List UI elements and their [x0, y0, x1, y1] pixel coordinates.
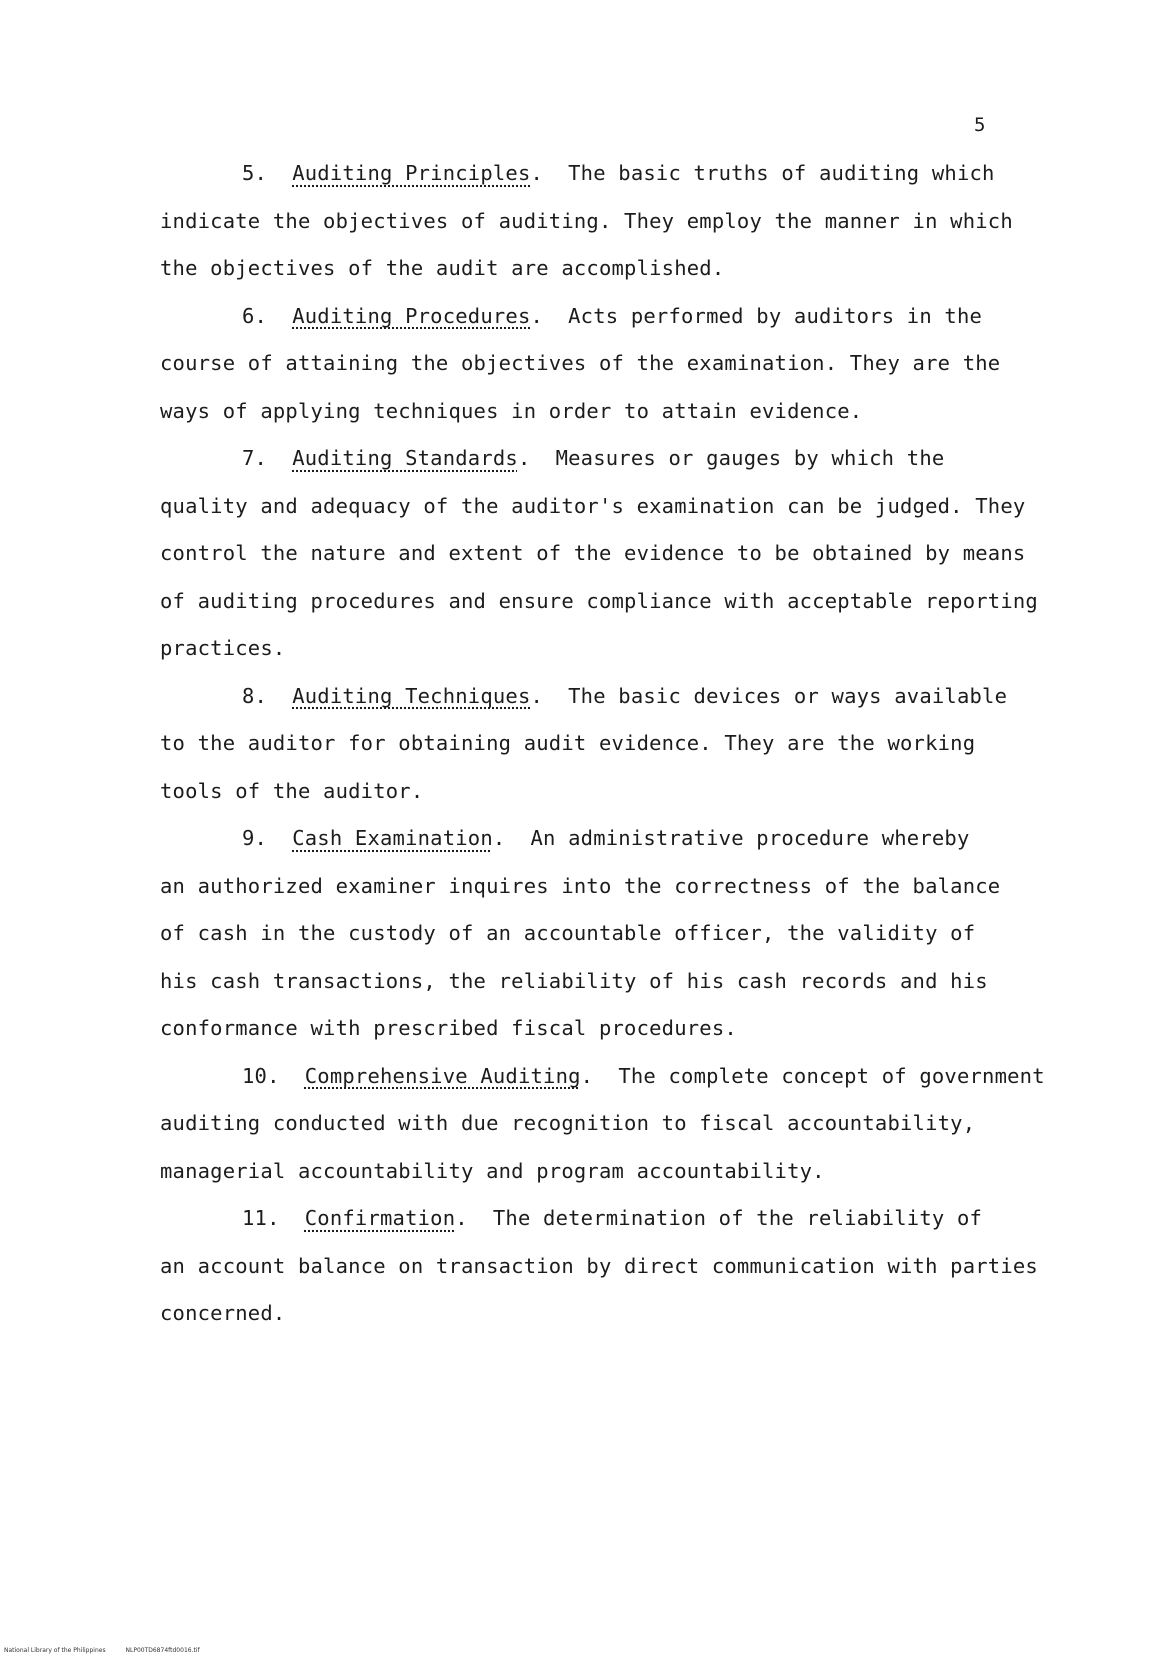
- entry-line: course of attaining the objectives of the examination. They are the: [160, 351, 1001, 375]
- entry-text: An administrative procedure whereby: [530, 826, 970, 850]
- definition-entry: [160, 1195, 1038, 1338]
- entry-number: 10.: [242, 1063, 280, 1088]
- entry-line: auditing conducted with due recognition to fiscal accountability,: [160, 1111, 976, 1135]
- entry-first-line: 5. Auditing Principles. The basic truths of auditing which: [242, 161, 995, 185]
- entry-text: The basic devices or ways available: [568, 683, 1008, 708]
- entry-line: concerned.: [160, 1301, 286, 1325]
- entry-line: the objectives of the audit are accomplished.: [160, 256, 725, 280]
- entry-number: 11.: [242, 1206, 280, 1230]
- entry-text: The basic truths of auditing which: [568, 161, 995, 185]
- entry-number: 6.: [242, 303, 268, 328]
- entry-first-line: 8. Auditing Techniques. The basic devices or ways available: [242, 683, 1008, 708]
- entry-first-line: 10. Comprehensive Auditing. The complete concept of government: [242, 1063, 1045, 1088]
- entry-term: Auditing Techniques: [292, 683, 531, 708]
- entry-line: practices.: [160, 636, 286, 660]
- entry-first-line: 7. Auditing Standards. Measures or gauges by which the: [242, 446, 945, 470]
- definition-entry: [160, 673, 1008, 816]
- entry-number: 9.: [242, 826, 268, 850]
- entry-number: 5.: [242, 161, 268, 185]
- entry-term: Auditing Standards: [292, 446, 518, 470]
- entry-line: quality and adequacy of the auditor's examination can be judged. They: [160, 493, 1026, 518]
- document-body: [160, 150, 1045, 1338]
- entry-line: conformance with prescribed fiscal procedures.: [160, 1016, 737, 1040]
- entry-line: control the nature and extent of the evidence to be obtained by means: [160, 541, 1026, 565]
- entry-line: his cash transactions, the reliability of his cash records and his: [160, 968, 988, 993]
- entry-first-line: 11. Confirmation. The determination of the reliability of: [242, 1206, 983, 1230]
- entry-text: The determination of the reliability of: [492, 1206, 983, 1230]
- entry-term: Comprehensive Auditing: [304, 1063, 581, 1088]
- page-number: 5: [974, 114, 986, 136]
- entry-first-line: 9. Cash Examination. An administrative procedure whereby: [242, 826, 970, 850]
- entry-line: managerial accountability and program accountability.: [160, 1158, 825, 1183]
- entry-line: indicate the objectives of auditing. They employ the manner in which: [160, 208, 1013, 233]
- entry-line: to the auditor for obtaining audit evidence. They are the working: [160, 731, 976, 755]
- entry-first-line: 6. Auditing Procedures. Acts performed by auditors in the: [242, 303, 983, 328]
- entry-text: Acts performed by auditors in the: [568, 303, 983, 328]
- scan-footer: [4, 1647, 200, 1654]
- definition-entry: [160, 815, 1001, 1053]
- footer-library: National Library of the Philippines: [4, 1647, 106, 1654]
- entry-term: Confirmation: [304, 1206, 456, 1230]
- entry-term: Auditing Principles: [292, 161, 531, 185]
- definition-entry: [160, 150, 1013, 293]
- footer-file-id: NLP00TD6874ftd0016.tif: [125, 1647, 200, 1654]
- entry-term: Auditing Procedures: [292, 303, 531, 328]
- entry-line: of cash in the custody of an accountable officer, the validity of: [160, 921, 976, 945]
- entry-text: The complete concept of government: [618, 1063, 1045, 1088]
- definition-entry: [160, 293, 1001, 436]
- entry-text: Measures or gauges by which the: [555, 446, 945, 470]
- entry-line: tools of the auditor.: [160, 778, 424, 803]
- entry-line: ways of applying techniques in order to attain evidence.: [160, 398, 863, 423]
- definition-entry: [160, 435, 1038, 673]
- definition-entry: [160, 1053, 1045, 1196]
- entry-term: Cash Examination: [292, 826, 493, 850]
- entry-line: an account balance on transaction by direct communication with parties: [160, 1253, 1038, 1278]
- entry-number: 8.: [242, 683, 268, 708]
- entry-number: 7.: [242, 446, 268, 470]
- entry-line: of auditing procedures and ensure compliance with acceptable reporting: [160, 588, 1038, 613]
- entry-line: an authorized examiner inquires into the correctness of the balance: [160, 873, 1001, 898]
